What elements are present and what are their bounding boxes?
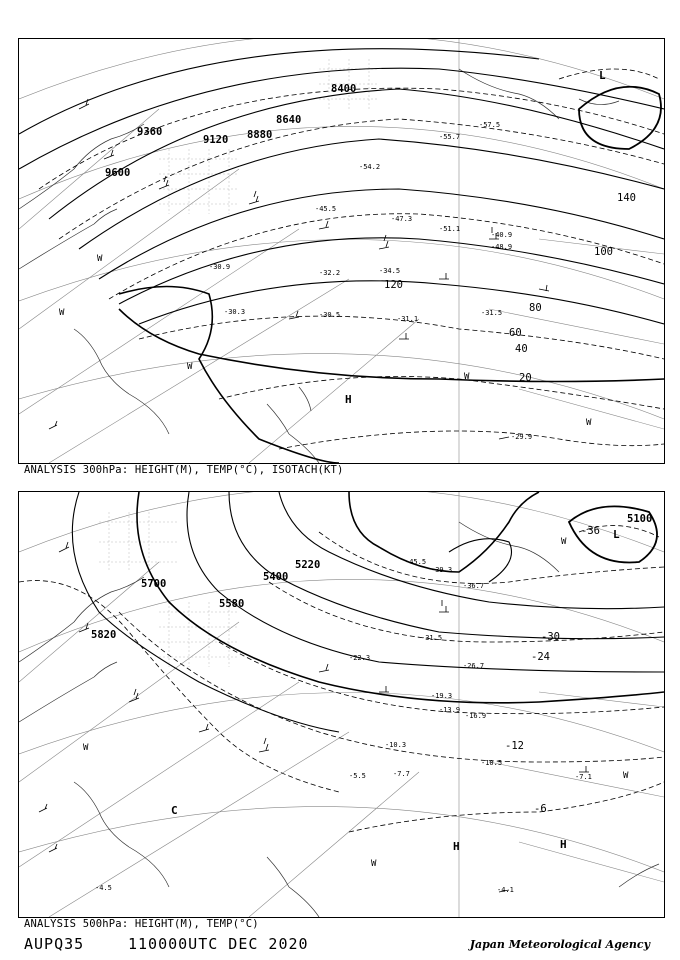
temp-label: -48.9 [491, 243, 513, 251]
pressure-centers [171, 528, 620, 853]
temp-label: -39.3 [431, 566, 453, 574]
analysis-500hpa-map [18, 491, 665, 918]
isotherm-label: -12 [505, 740, 524, 752]
height-contours [72, 492, 664, 732]
warm-label: W [187, 362, 193, 372]
high-center-label: H [560, 838, 567, 851]
high-center-label: H [453, 840, 460, 853]
temp-label: -40.9 [491, 231, 513, 239]
height-label-9600: 9600 [105, 167, 131, 179]
warm-label: W [586, 418, 592, 428]
isotherm-label: -6 [534, 803, 547, 815]
warm-labels [59, 254, 592, 428]
high-center-label: H [345, 393, 352, 406]
temp-label: -51.1 [439, 225, 461, 233]
height-label-5400: 5400 [263, 571, 289, 583]
temp-label: -45.5 [405, 558, 427, 566]
warm-label: W [97, 254, 103, 264]
warm-label: W [83, 743, 89, 753]
isotach-label: 60 [509, 327, 522, 339]
temp-label: -30.5 [319, 311, 341, 319]
temp-label: -4.5 [95, 884, 112, 892]
height-label-8640: 8640 [276, 114, 302, 126]
isotherm-label: -36 [581, 525, 600, 537]
terrain-hatch [99, 512, 239, 667]
height-label-8880: 8880 [247, 129, 273, 141]
height-label-5820: 5820 [91, 629, 117, 641]
temp-label: -26.7 [463, 662, 485, 670]
map-500hpa-svg [19, 492, 664, 917]
height-label-5100: 5100 [627, 513, 653, 525]
temp-label: -22.3 [349, 654, 371, 662]
temp-label: -32.2 [319, 269, 341, 277]
low-center-label: L [613, 528, 620, 541]
warm-label: W [59, 308, 65, 318]
temp-label: -29.9 [511, 433, 533, 441]
temp-label: -16.9 [465, 712, 487, 720]
temp-label: -55.7 [439, 133, 461, 141]
temp-label: -31.5 [481, 309, 503, 317]
temp-label: -7.7 [393, 770, 410, 778]
temp-label: -54.2 [359, 163, 381, 171]
warm-label: W [371, 859, 377, 869]
temp-label: -13.9 [439, 706, 461, 714]
temp-label: -45.5 [315, 205, 337, 213]
temp-label: -36.7 [463, 582, 485, 590]
isotach-label: 140 [617, 192, 636, 204]
coastline [19, 522, 659, 917]
height-label-8400: 8400 [331, 83, 357, 95]
height-label-5220: 5220 [295, 559, 321, 571]
height-labels [91, 513, 652, 641]
temp-label: -10.3 [385, 741, 407, 749]
height-label-5580: 5580 [219, 598, 245, 610]
temp-label: -30.3 [224, 308, 246, 316]
temp-labels [95, 558, 592, 894]
temp-label: -4.1 [497, 886, 514, 894]
cold-center-label: C [171, 804, 178, 817]
caption-500hpa: ANALYSIS 500hPa: HEIGHT(M), TEMP(°C) [24, 918, 259, 930]
warm-label: W [561, 537, 567, 547]
low-center-label: L [599, 69, 606, 82]
isotach-label: 20 [519, 372, 532, 384]
temp-label: -7.1 [575, 773, 592, 781]
temp-label: -30.9 [209, 263, 231, 271]
height-label-5700: 5700 [141, 578, 167, 590]
isotherm-label: -24 [531, 651, 550, 663]
graticule [19, 39, 664, 463]
caption-300hpa: ANALYSIS 300hPa: HEIGHT(M), TEMP(°C), ISOTACH(KT) [24, 464, 344, 476]
height-contours [19, 49, 664, 463]
temp-label: -47.3 [391, 215, 413, 223]
isotach-label: 100 [594, 246, 613, 258]
temp-label: -5.5 [349, 772, 366, 780]
isotach-label: 80 [529, 302, 542, 314]
graticule [19, 492, 664, 917]
isotherm-label: -30 [541, 631, 560, 643]
isotach-label: 40 [515, 343, 528, 355]
temp-label: -19.3 [431, 692, 453, 700]
warm-label: W [464, 372, 470, 382]
map-300hpa-svg [19, 39, 664, 463]
temp-label: -10.5 [481, 759, 503, 767]
temp-label: -34.5 [379, 267, 401, 275]
height-label-9360: 9360 [137, 126, 163, 138]
temp-label: -31.5 [421, 634, 443, 642]
temp-label: -57.5 [479, 121, 501, 129]
isotherms [19, 526, 664, 832]
height-label-9120: 9120 [203, 134, 229, 146]
temp-label: -31.1 [397, 315, 419, 323]
isotach-label: 120 [384, 279, 403, 291]
agency-name: Japan Meteorological Agency [469, 938, 650, 951]
chart-id: AUPQ35 [24, 935, 85, 953]
analysis-300hpa-map [18, 38, 665, 464]
warm-label: W [623, 771, 629, 781]
valid-time: 110000UTC DEC 2020 [128, 935, 309, 953]
